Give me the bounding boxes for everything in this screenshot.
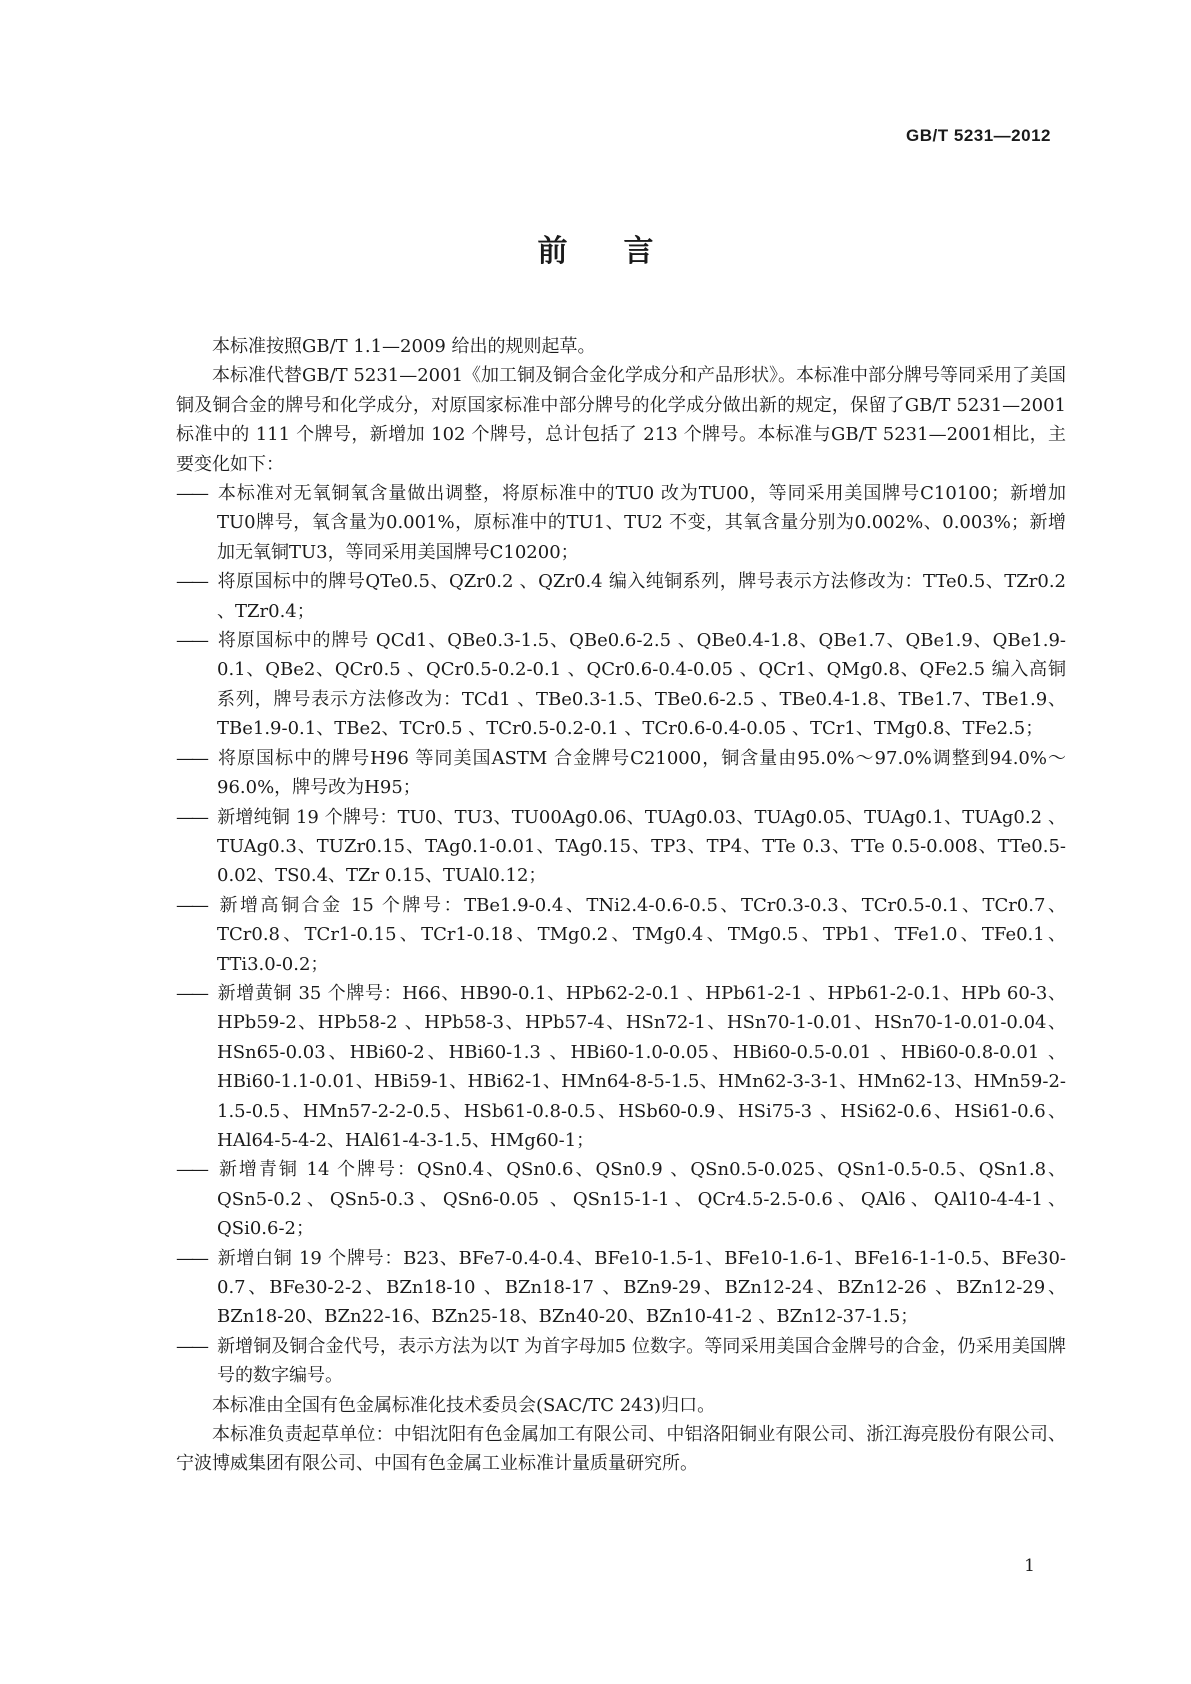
change-list-item xyxy=(176,1244,1066,1332)
change-list-item xyxy=(176,626,1066,744)
dash-marker: —— xyxy=(176,1247,206,1269)
document-body xyxy=(176,332,1066,1479)
dash-marker: —— xyxy=(176,571,206,593)
change-list-item xyxy=(176,1155,1066,1243)
page-title: 前言 xyxy=(537,234,710,269)
change-list-item xyxy=(176,744,1066,803)
closing-paragraph: 本标准负责起草单位：中铝沈阳有色金属加工有限公司、中铝洛阳铜业有限公司、浙江海亮股份有限公司、宁波博威集团有限公司、中国有色金属工业标准计量质量研究所。 xyxy=(176,1424,1066,1475)
change-list-item xyxy=(176,567,1066,626)
dash-marker: —— xyxy=(176,1159,206,1181)
dash-marker: —— xyxy=(176,1335,206,1357)
change-list-item xyxy=(176,1332,1066,1391)
change-list-item xyxy=(176,479,1066,567)
dash-marker: —— xyxy=(176,747,206,769)
change-item-text: 新增高铜合金 15 个牌号：TBe1.9-0.4、TNi2.4-0.6-0.5、TCr0.3-0.3、TCr0.5-0.1、TCr0.7、TCr0.8、TCr1-0.15、TCr1-0.18、TMg0.2、TMg0.4、TMg0.5、TPb1、TFe1.0、TFe0.1、TTi3.0-0.2； xyxy=(217,894,1066,975)
intro-paragraph: 本标准代替GB/T 5231—2001《加工铜及铜合金化学成分和产品形状》。本标准中部分牌号等同采用了美国铜及铜合金的牌号和化学成分，对原国家标准中部分牌号的化学成分做出新的规定，保留了GB/T 5231—2001 标准中的 111 个牌号，新增加 102 个牌号，总计包括了 213 个牌号。本标准与GB/T 5231—2001相比，主要变化如下： xyxy=(176,365,1067,475)
page-number: 1 xyxy=(1024,1556,1035,1576)
change-list-item xyxy=(176,979,1066,1155)
change-item-text: 新增黄铜 35 个牌号：H66、HB90-0.1、HPb62-2-0.1 、HPb61-2-1 、HPb61-2-0.1、HPb 60-3、HPb59-2、HPb58-2 、HPb58-3、HPb57-4、HSn72-1、HSn70-1-0.01、HSn70-1-0.01-0.04、HSn65-0.03、HBi60-2、HBi60-1.3 、HBi60-1.0-0.05、HBi60-0.5-0.01 、HBi60-0.8-0.01 、HBi60-1.1-0.01、HBi59-1、HBi62-1、HMn64-8-5-1.5、HMn62-3-3-1、HMn62-13、HMn59-2-1.5-0.5、HMn57-2-2-0.5、HSb61-0.8-0.5、HSb60-0.9、HSi75-3 、HSi62-0.6、HSi61-0.6、HAl64-5-4-2、HAl61-4-3-1.5、HMg60-1； xyxy=(217,982,1066,1151)
change-item-text: 新增铜及铜合金代号，表示方法为以T 为首字母加5 位数字。等同采用美国合金牌号的合金，仍采用美国牌号的数字编号。 xyxy=(217,1335,1066,1387)
change-item-text: 将原国标中的牌号QTe0.5、QZr0.2 、QZr0.4 编入纯铜系列，牌号表示方法修改为：TTe0.5、TZr0.2 、TZr0.4； xyxy=(217,571,1066,622)
change-item-text: 新增白铜 19 个牌号：B23、BFe7-0.4-0.4、BFe10-1.5-1、BFe10-1.6-1、BFe16-1-1-0.5、BFe30-0.7、BFe30-2-2、BZn18-10 、BZn18-17 、BZn9-29、BZn12-24、BZn12-26 、BZn12-29、BZn18-20、BZn22-16、BZn25-18、BZn40-20、BZn10-41-2 、BZn12-37-1.5； xyxy=(217,1247,1066,1328)
change-list-item xyxy=(176,891,1066,979)
dash-marker: —— xyxy=(176,982,206,1004)
closing-paragraph: 本标准由全国有色金属标准化技术委员会(SAC/TC 243)归口。 xyxy=(212,1394,716,1416)
change-item-text: 本标准对无氧铜氧含量做出调整，将原标准中的TU0 改为TU00，等同采用美国牌号C10100；新增加TU0牌号，氧含量为0.001%，原标准中的TU1、TU2 不变，其氧含量分别为0.002%、0.003%；新增加无氧铜TU3，等同采用美国牌号C10200； xyxy=(217,483,1066,563)
change-item-text: 将原国标中的牌号H96 等同美国ASTM 合金牌号C21000，铜含量由95.0%～97.0%调整到94.0%～96.0%，牌号改为H95； xyxy=(217,747,1066,799)
intro-paragraph: 本标准按照GB/T 1.1—2009 给出的规则起草。 xyxy=(212,336,596,357)
dash-marker: —— xyxy=(176,483,206,505)
change-item-text: 新增青铜 14 个牌号：QSn0.4、QSn0.6、QSn0.9 、QSn0.5-0.025、QSn1-0.5-0.5、QSn1.8、QSn5-0.2、QSn5-0.3、QSn6-0.05 、QSn15-1-1、QCr4.5-2.5-0.6、QAl6、QAl10-4-4-1、QSi0.6-2； xyxy=(217,1159,1066,1240)
dash-marker: —— xyxy=(176,630,206,652)
change-list-item xyxy=(176,803,1066,891)
change-item-text: 新增纯铜 19 个牌号：TU0、TU3、TU00Ag0.06、TUAg0.03、TUAg0.05、TUAg0.1、TUAg0.2 、TUAg0.3、TUZr0.15、TAg0.1-0.01、TAg0.15、TP3、TP4、TTe 0.3、TTe 0.5-0.008、TTe0.5-0.02、TS0.4、TZr 0.15、TUAl0.12； xyxy=(217,806,1066,887)
dash-marker: —— xyxy=(176,894,206,916)
change-item-text: 将原国标中的牌号 QCd1、QBe0.3-1.5、QBe0.6-2.5 、QBe0.4-1.8、QBe1.7、QBe1.9、QBe1.9-0.1、QBe2、QCr0.5 、QCr0.5-0.2-0.1 、QCr0.6-0.4-0.05 、QCr1、QMg0.8、QFe2.5 编入高铜系列，牌号表示方法修改为：TCd1 、TBe0.3-1.5、TBe0.6-2.5 、TBe0.4-1.8、TBe1.7、TBe1.9、TBe1.9-0.1、TBe2、TCr0.5 、TCr0.5-0.2-0.1 、TCr0.6-0.4-0.05 、TCr1、TMg0.8、TFe2.5； xyxy=(217,630,1066,740)
standard-code-header: GB/T 5231—2012 xyxy=(906,126,1051,145)
dash-marker: —— xyxy=(176,806,206,828)
